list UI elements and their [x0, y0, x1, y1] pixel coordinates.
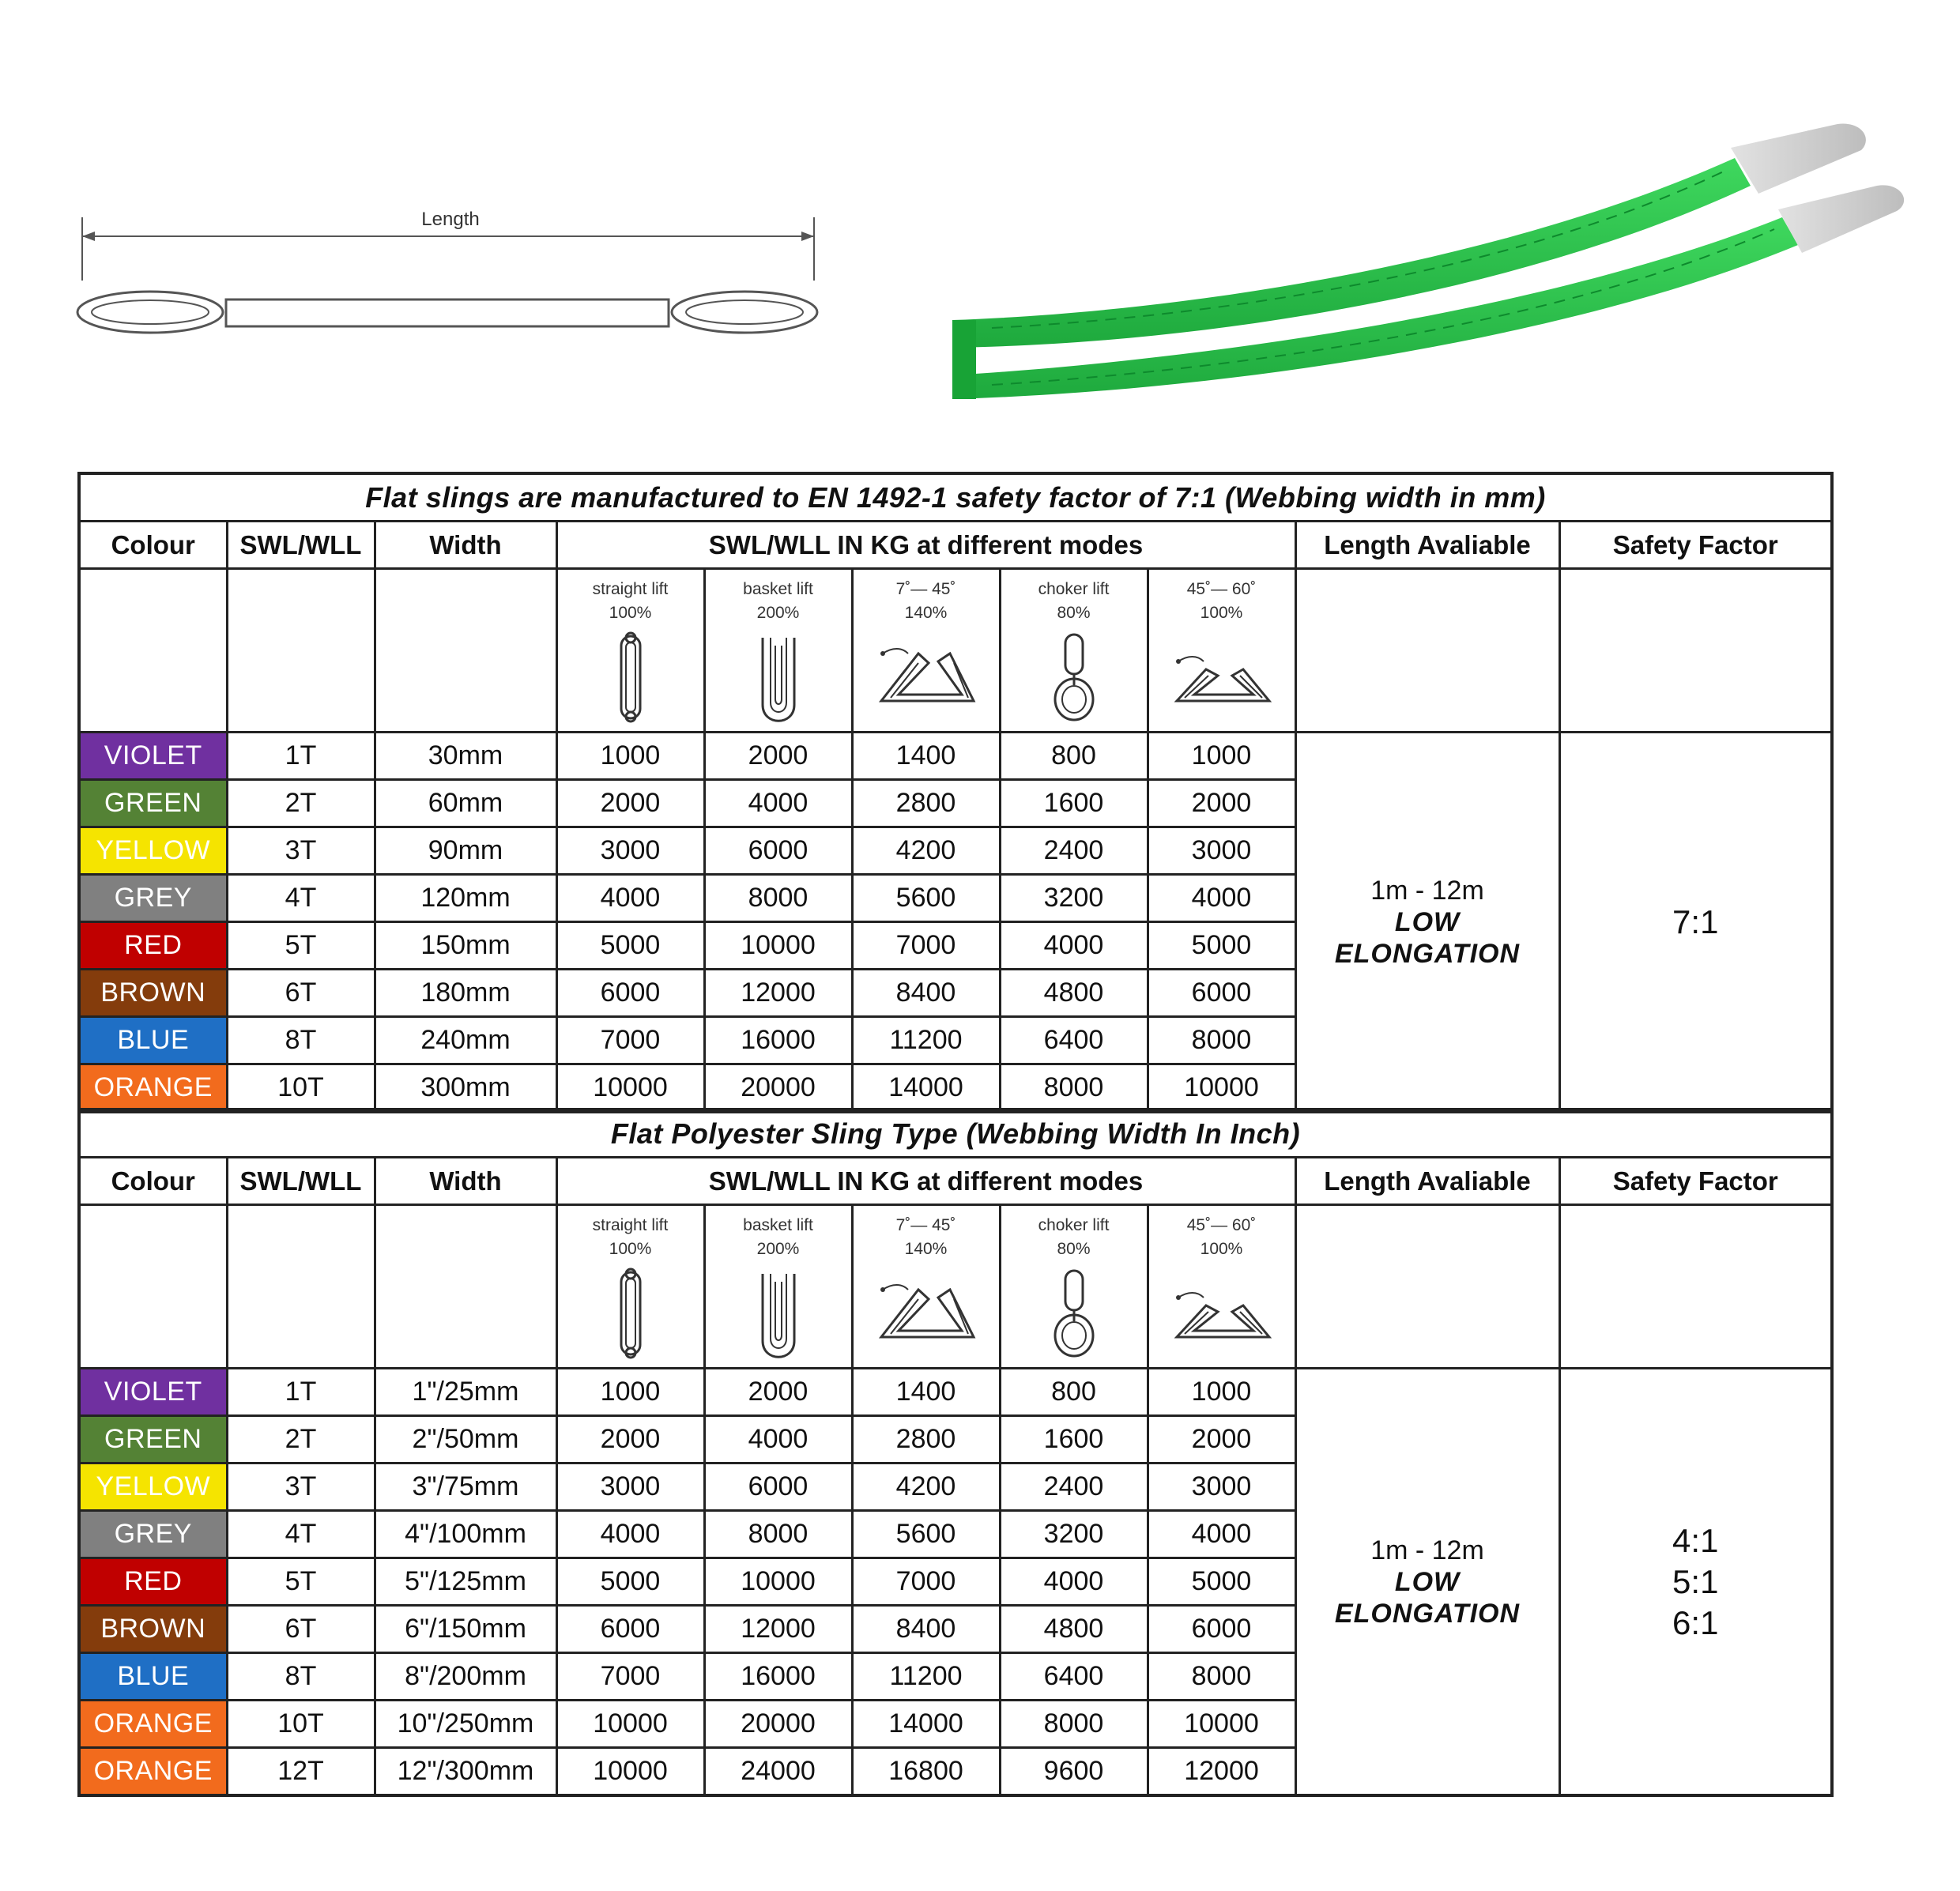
- load-value-cell: 8400: [852, 1606, 1000, 1653]
- basket-lift-icon: [755, 1266, 802, 1361]
- safety-factor-value: 5:1: [1672, 1562, 1719, 1600]
- load-value-cell: 7000: [852, 1558, 1000, 1606]
- mode-45-60: 45˚— 60˚ 100%: [1148, 1205, 1295, 1369]
- load-value-cell: 6000: [1148, 970, 1295, 1017]
- header-width: Width: [375, 1158, 556, 1205]
- load-value-cell: 5000: [1148, 922, 1295, 970]
- width-cell: 3"/75mm: [375, 1463, 556, 1511]
- width-cell: 12"/300mm: [375, 1748, 556, 1796]
- mode-icons-row: [79, 569, 1832, 733]
- load-value-cell: 2800: [852, 780, 1000, 827]
- load-value-cell: 2400: [1000, 1463, 1148, 1511]
- swl-cell: 8T: [227, 1017, 375, 1064]
- angle-7-45-icon: [875, 630, 978, 709]
- length-note: ELONGATION: [1334, 1598, 1521, 1629]
- header-swl: SWL/WLL: [227, 522, 375, 569]
- load-value-cell: 6000: [704, 1463, 852, 1511]
- choker-lift-icon: [1046, 630, 1102, 725]
- colour-cell: GREY: [79, 875, 227, 922]
- basket-lift-icon: [755, 630, 802, 725]
- load-value-cell: 3000: [1148, 1463, 1295, 1511]
- width-cell: 30mm: [375, 733, 556, 780]
- swl-cell: 6T: [227, 1606, 375, 1653]
- table-title: Flat slings are manufactured to EN 1492-1 safety factor of 7:1 (Webbing width in mm): [79, 473, 1832, 522]
- load-value-cell: 16000: [704, 1653, 852, 1701]
- load-value-cell: 2400: [1000, 827, 1148, 875]
- swl-cell: 10T: [227, 1064, 375, 1113]
- load-value-cell: 6000: [556, 1606, 704, 1653]
- length-label: Length: [421, 209, 480, 230]
- load-value-cell: 3000: [1148, 827, 1295, 875]
- load-value-cell: 800: [1000, 1369, 1148, 1416]
- mode-basket-lift: basket lift 200%: [704, 569, 852, 733]
- header-safety: Safety Factor: [1559, 522, 1832, 569]
- safety-factor-cell: [1559, 1369, 1832, 1796]
- load-value-cell: 10000: [556, 1701, 704, 1748]
- load-value-cell: 10000: [704, 1558, 852, 1606]
- header-width: Width: [375, 522, 556, 569]
- swl-cell: 2T: [227, 780, 375, 827]
- swl-cell: 5T: [227, 922, 375, 970]
- colour-cell: BLUE: [79, 1017, 227, 1064]
- header-safety: Safety Factor: [1559, 1158, 1832, 1205]
- green-sling-image: [944, 75, 1924, 415]
- load-value-cell: 4000: [1000, 1558, 1148, 1606]
- safety-factor-value: 6:1: [1672, 1603, 1719, 1641]
- table-title: Flat Polyester Sling Type (Webbing Width In Inch): [79, 1109, 1832, 1158]
- width-cell: 2"/50mm: [375, 1416, 556, 1463]
- length-range: 1m - 12m: [1370, 1535, 1484, 1565]
- load-value-cell: 2000: [704, 733, 852, 780]
- load-value-cell: 4000: [556, 1511, 704, 1558]
- swl-cell: 6T: [227, 970, 375, 1017]
- choker-lift-icon: [1046, 1266, 1102, 1361]
- colour-cell: YELLOW: [79, 827, 227, 875]
- width-cell: 300mm: [375, 1064, 556, 1113]
- load-value-cell: 10000: [1148, 1064, 1295, 1113]
- load-value-cell: 1000: [556, 733, 704, 780]
- load-value-cell: 8000: [1148, 1653, 1295, 1701]
- straight-lift-icon: [607, 1266, 654, 1361]
- length-available-cell: [1295, 733, 1559, 1113]
- mode-straight-lift: straight lift 100%: [556, 569, 704, 733]
- load-value-cell: 7000: [852, 922, 1000, 970]
- swl-cell: 4T: [227, 875, 375, 922]
- load-value-cell: 4000: [704, 780, 852, 827]
- load-value-cell: 4000: [704, 1416, 852, 1463]
- load-value-cell: 8000: [1000, 1701, 1148, 1748]
- load-value-cell: 6000: [704, 827, 852, 875]
- header-colour: Colour: [79, 522, 227, 569]
- header-modes: SWL/WLL IN KG at different modes: [556, 1158, 1295, 1205]
- load-value-cell: 24000: [704, 1748, 852, 1796]
- colour-cell: GREEN: [79, 1416, 227, 1463]
- width-cell: 60mm: [375, 780, 556, 827]
- width-cell: 180mm: [375, 970, 556, 1017]
- header-swl: SWL/WLL: [227, 1158, 375, 1205]
- table-row: [79, 733, 1832, 780]
- load-value-cell: 5000: [1148, 1558, 1295, 1606]
- length-available-cell: [1295, 1369, 1559, 1796]
- mode-45-60: 45˚— 60˚ 100%: [1148, 569, 1295, 733]
- width-cell: 90mm: [375, 827, 556, 875]
- load-value-cell: 11200: [852, 1653, 1000, 1701]
- load-value-cell: 7000: [556, 1653, 704, 1701]
- width-cell: 150mm: [375, 922, 556, 970]
- load-value-cell: 20000: [704, 1701, 852, 1748]
- colour-cell: YELLOW: [79, 1463, 227, 1511]
- load-value-cell: 12000: [704, 1606, 852, 1653]
- load-value-cell: 16800: [852, 1748, 1000, 1796]
- load-value-cell: 2000: [704, 1369, 852, 1416]
- load-value-cell: 6000: [556, 970, 704, 1017]
- load-value-cell: 3000: [556, 1463, 704, 1511]
- angle-45-60-icon: [1170, 1266, 1273, 1345]
- load-value-cell: 4000: [1000, 922, 1148, 970]
- load-value-cell: 2000: [1148, 780, 1295, 827]
- load-value-cell: 20000: [704, 1064, 852, 1113]
- load-value-cell: 16000: [704, 1017, 852, 1064]
- header-length: Length Avaliable: [1295, 522, 1559, 569]
- load-value-cell: 5600: [852, 875, 1000, 922]
- swl-cell: 10T: [227, 1701, 375, 1748]
- load-value-cell: 8400: [852, 970, 1000, 1017]
- width-cell: 1"/25mm: [375, 1369, 556, 1416]
- load-value-cell: 2800: [852, 1416, 1000, 1463]
- swl-cell: 3T: [227, 827, 375, 875]
- width-cell: 5"/125mm: [375, 1558, 556, 1606]
- mode-7-45: 7˚— 45˚ 140%: [852, 569, 1000, 733]
- load-value-cell: 1600: [1000, 780, 1148, 827]
- metric-sling-table: [77, 472, 1834, 1113]
- load-value-cell: 8000: [1000, 1064, 1148, 1113]
- header-modes: SWL/WLL IN KG at different modes: [556, 522, 1295, 569]
- width-cell: 120mm: [375, 875, 556, 922]
- load-value-cell: 4800: [1000, 1606, 1148, 1653]
- load-value-cell: 3200: [1000, 1511, 1148, 1558]
- swl-cell: 5T: [227, 1558, 375, 1606]
- swl-cell: 4T: [227, 1511, 375, 1558]
- load-value-cell: 4000: [556, 875, 704, 922]
- load-value-cell: 1600: [1000, 1416, 1148, 1463]
- width-cell: 240mm: [375, 1017, 556, 1064]
- colour-cell: GREEN: [79, 780, 227, 827]
- colour-cell: BROWN: [79, 1606, 227, 1653]
- load-value-cell: 2000: [556, 1416, 704, 1463]
- colour-cell: BLUE: [79, 1653, 227, 1701]
- length-note: LOW: [1394, 906, 1461, 937]
- load-value-cell: 10000: [704, 922, 852, 970]
- width-cell: 4"/100mm: [375, 1511, 556, 1558]
- load-value-cell: 1000: [556, 1369, 704, 1416]
- length-note: ELONGATION: [1334, 938, 1521, 969]
- angle-45-60-icon: [1170, 630, 1273, 709]
- mode-icons-row: [79, 1205, 1832, 1369]
- safety-factor-value: 7:1: [1672, 902, 1719, 940]
- load-value-cell: 5000: [556, 922, 704, 970]
- colour-cell: VIOLET: [79, 1369, 227, 1416]
- colour-cell: ORANGE: [79, 1701, 227, 1748]
- load-value-cell: 14000: [852, 1701, 1000, 1748]
- load-value-cell: 2000: [556, 780, 704, 827]
- load-value-cell: 10000: [556, 1748, 704, 1796]
- colour-cell: VIOLET: [79, 733, 227, 780]
- table-row: [79, 1369, 1832, 1416]
- load-value-cell: 7000: [556, 1017, 704, 1064]
- load-value-cell: 4200: [852, 1463, 1000, 1511]
- load-value-cell: 5000: [556, 1558, 704, 1606]
- mode-choker-lift: choker lift 80%: [1000, 569, 1148, 733]
- colour-cell: ORANGE: [79, 1064, 227, 1113]
- swl-cell: 12T: [227, 1748, 375, 1796]
- load-value-cell: 12000: [704, 970, 852, 1017]
- swl-cell: 1T: [227, 733, 375, 780]
- mode-basket-lift: basket lift 200%: [704, 1205, 852, 1369]
- width-cell: 8"/200mm: [375, 1653, 556, 1701]
- colour-cell: RED: [79, 1558, 227, 1606]
- swl-cell: 2T: [227, 1416, 375, 1463]
- mode-7-45: 7˚— 45˚ 140%: [852, 1205, 1000, 1369]
- inch-sling-table: [77, 1108, 1834, 1797]
- header-colour: Colour: [79, 1158, 227, 1205]
- load-value-cell: 4800: [1000, 970, 1148, 1017]
- length-note: LOW: [1394, 1566, 1461, 1597]
- width-cell: 10"/250mm: [375, 1701, 556, 1748]
- colour-cell: RED: [79, 922, 227, 970]
- load-value-cell: 1400: [852, 1369, 1000, 1416]
- load-value-cell: 4000: [1148, 1511, 1295, 1558]
- load-value-cell: 8000: [704, 1511, 852, 1558]
- load-value-cell: 8000: [704, 875, 852, 922]
- mode-straight-lift: straight lift 100%: [556, 1205, 704, 1369]
- colour-cell: GREY: [79, 1511, 227, 1558]
- load-value-cell: 9600: [1000, 1748, 1148, 1796]
- load-value-cell: 6000: [1148, 1606, 1295, 1653]
- safety-factor-value: 4:1: [1672, 1521, 1719, 1559]
- load-value-cell: 6400: [1000, 1653, 1148, 1701]
- load-value-cell: 2000: [1148, 1416, 1295, 1463]
- load-value-cell: 11200: [852, 1017, 1000, 1064]
- load-value-cell: 1000: [1148, 1369, 1295, 1416]
- load-value-cell: 4000: [1148, 875, 1295, 922]
- swl-cell: 1T: [227, 1369, 375, 1416]
- load-value-cell: 3000: [556, 827, 704, 875]
- load-value-cell: 6400: [1000, 1017, 1148, 1064]
- mode-choker-lift: choker lift 80%: [1000, 1205, 1148, 1369]
- load-value-cell: 10000: [1148, 1701, 1295, 1748]
- safety-factor-cell: [1559, 733, 1832, 1113]
- load-value-cell: 1000: [1148, 733, 1295, 780]
- load-value-cell: 4200: [852, 827, 1000, 875]
- load-value-cell: 8000: [1148, 1017, 1295, 1064]
- load-value-cell: 800: [1000, 733, 1148, 780]
- header-length: Length Avaliable: [1295, 1158, 1559, 1205]
- swl-cell: 8T: [227, 1653, 375, 1701]
- load-value-cell: 3200: [1000, 875, 1148, 922]
- width-cell: 6"/150mm: [375, 1606, 556, 1653]
- load-value-cell: 10000: [556, 1064, 704, 1113]
- straight-lift-icon: [607, 630, 654, 725]
- load-value-cell: 5600: [852, 1511, 1000, 1558]
- load-value-cell: 14000: [852, 1064, 1000, 1113]
- length-range: 1m - 12m: [1370, 875, 1484, 906]
- swl-cell: 3T: [227, 1463, 375, 1511]
- load-value-cell: 1400: [852, 733, 1000, 780]
- colour-cell: BROWN: [79, 970, 227, 1017]
- angle-7-45-icon: [875, 1266, 978, 1345]
- colour-cell: ORANGE: [79, 1748, 227, 1796]
- load-value-cell: 12000: [1148, 1748, 1295, 1796]
